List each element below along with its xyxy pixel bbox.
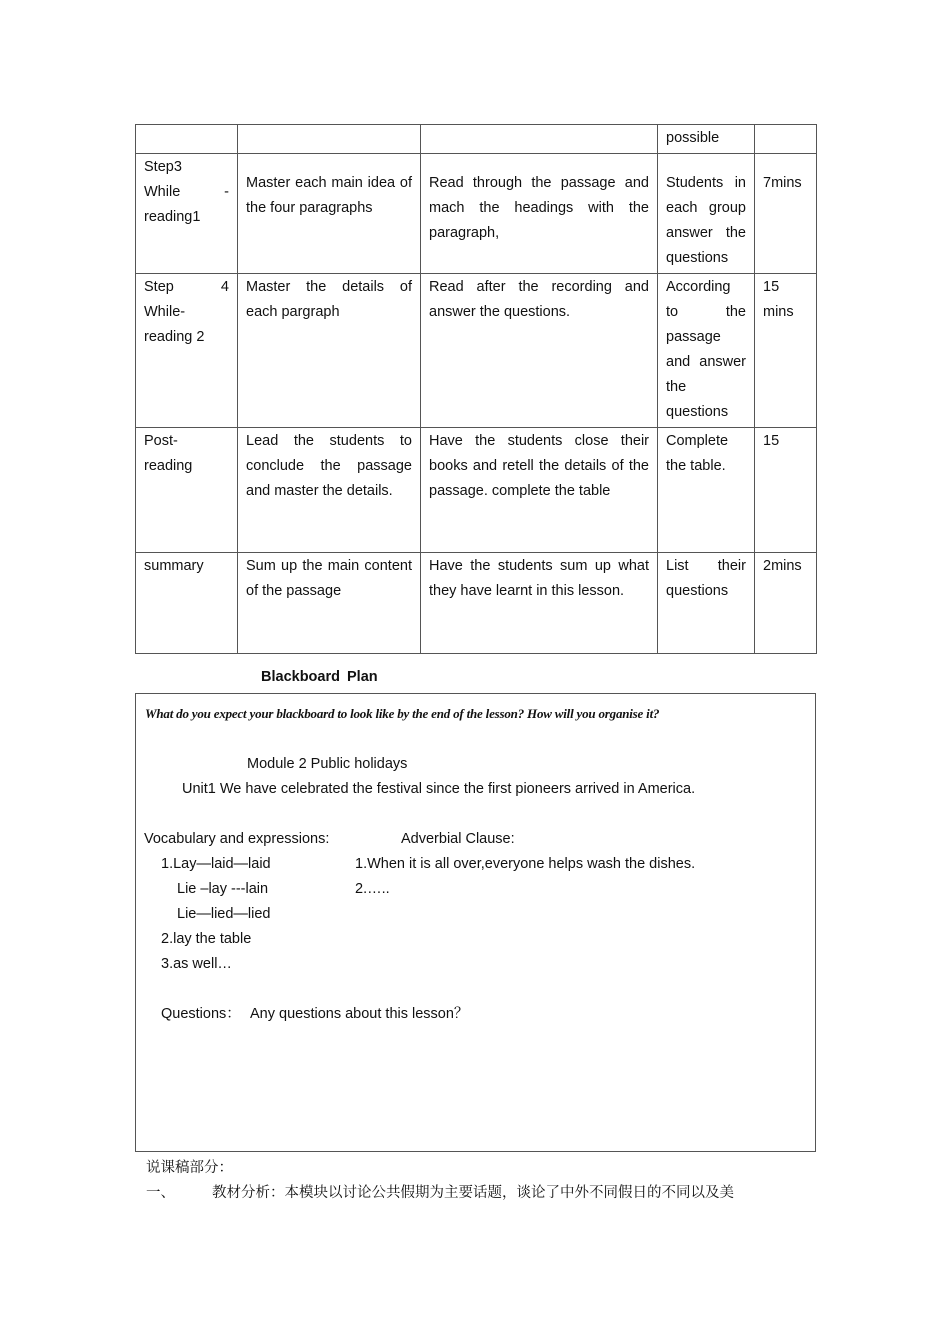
teacher-activity-cell: Read through the passage and mach the headings with the paragraph, [421,154,658,274]
section-label: 说课稿部分： [146,1160,233,1176]
vocab-item: Lie—lied—lied [177,906,271,922]
aim-cell: Lead the students to conclude the passage and master the details. [238,428,421,553]
teacher-activity-cell [421,125,658,154]
clause-item: 2.….. [355,881,390,897]
blackboard-prompt: What do you expect your blackboard to look like by the end of the lesson? How will you organise it? [145,706,660,721]
student-activity-cell: possible [658,125,755,154]
step-cell: Post- reading [136,428,238,553]
lesson-steps-table [135,124,817,654]
student-activity-cell: Complete the table. [658,428,755,553]
table-row [136,553,817,654]
time-cell: 15 mins [755,274,817,428]
vocab-item: 3.as well… [161,956,232,972]
step-label: While - [144,184,229,200]
module-title: Module 2 Public holidays [247,756,408,772]
student-activity-cell: Students in each group answer the questions [658,154,755,274]
time-cell [755,125,817,154]
questions-text: Any questions about this lesson？ [250,1006,469,1022]
aim-cell: Master each main idea of the four paragraphs [238,154,421,274]
student-activity-cell: List their questions [658,553,755,654]
vocab-heading: Vocabulary and expressions: [144,831,330,847]
table-row [136,125,817,154]
table-row [136,428,817,553]
table-row [136,274,817,428]
item-text: 教材分析：本模块以讨论公共假期为主要话题，谈论了中外不同假日的不同以及美 [212,1185,734,1201]
vocab-item: Lie –lay ---lain [177,881,269,897]
step-cell: summary [136,553,238,654]
blackboard-plan-box [135,693,816,1152]
aim-cell [238,125,421,154]
vocab-item: 1.Lay—laid—laid [161,856,271,872]
teacher-activity-cell: Read after the recording and answer the questions. [421,274,658,428]
time-cell: 15 [755,428,817,553]
time-cell: 2mins [755,553,817,654]
step-cell: Step 4 While- reading 2 [136,274,238,428]
clause-heading: Adverbial Clause: [401,831,515,847]
clause-item: 1.When it is all over,everyone helps wash the dishes. [355,856,696,872]
time-cell: 7mins [755,154,817,274]
vocab-item: 2.lay the table [161,931,252,947]
student-activity-cell: According to the passage and answer the questions [658,274,755,428]
unit-title: Unit1 We have celebrated the festival since the first pioneers arrived in America. [182,781,696,797]
step-cell [136,154,238,274]
table-row [136,154,817,274]
teacher-activity-cell: Have the students close their books and retell the details of the passage. complete the table [421,428,658,553]
teacher-activity-cell: Have the students sum up what they have learnt in this lesson. [421,553,658,654]
aim-cell: Master the details of each pargraph [238,274,421,428]
blackboard-plan-title: Blackboard Plan [261,669,378,685]
step-label: reading1 [144,209,201,225]
questions-label: Questions： [161,1006,241,1022]
step-cell [136,125,238,154]
item-number: 一、 [146,1185,175,1201]
aim-cell: Sum up the main content of the passage [238,553,421,654]
step-label: Step3 [144,159,182,175]
